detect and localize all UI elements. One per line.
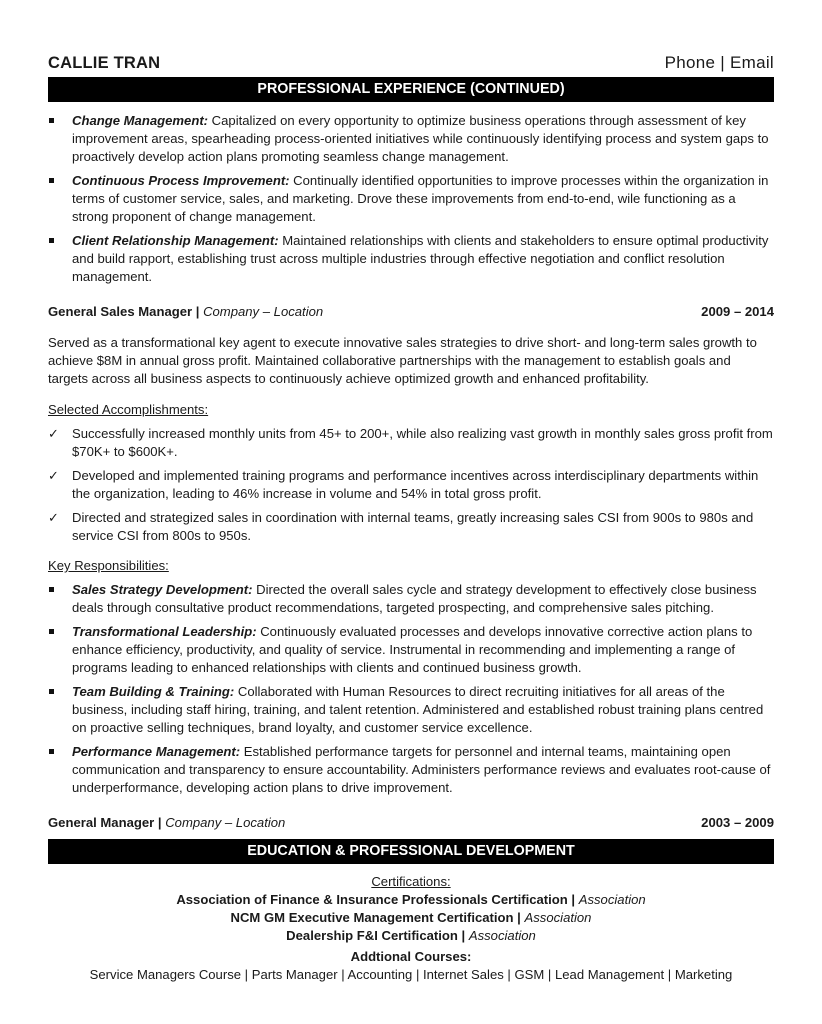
list-item (48, 683, 774, 737)
bullet-text: Continuously evaluated processes and develops innovative corrective action plans to enhance efficiency, productivity, and quality of service. Instrumental in recommending and implementing a range of programs leading to enhanced relationships with clients and continued business growth. (72, 624, 753, 675)
list-item (48, 112, 774, 166)
contact-info: Phone | Email (664, 53, 774, 72)
list-item (48, 232, 774, 286)
job-company: Company – Location (165, 815, 286, 830)
certification-org: Association (578, 892, 646, 907)
bullet-text: Maintained relationships with clients and stakeholders to ensure optimal productivity and build rapport, establishing trust across multiple industries through effective negotiation and conflict resolution management. (72, 233, 769, 284)
separator: | (567, 892, 579, 907)
education-block (48, 873, 774, 984)
bullet-title: Transformational Leadership: (72, 624, 257, 639)
certification-name: Association of Finance & Insurance Professionals Certification (176, 892, 568, 907)
bullet-title: Change Management: (72, 113, 209, 128)
list-item (48, 509, 774, 545)
bullet-text: Continually identified opportunities to improve processes within the organization in terms of customer service, sales, and marketing. Drove these improvements from end-to-end, wile functioning as a strong proponent of change management. (72, 173, 769, 224)
accomplishment-text: Developed and implemented training programs and performance incentives across interdisciplinary departments within the organization, leading to 46% increase in volume and 54% in total gross profit. (72, 468, 759, 501)
certification-org: Association (468, 928, 536, 943)
accomplishment-text: Directed and strategized sales in coordination with internal teams, greatly increasing sales CSI from 900s to 980s and service CSI from 800s to 950s. (72, 510, 754, 543)
responsibilities-label: Key Responsibilities: (48, 558, 169, 573)
experience-bullet-list (48, 112, 774, 286)
certification-org: Association (524, 910, 592, 925)
section-heading-experience: PROFESSIONAL EXPERIENCE (CONTINUED) (48, 77, 774, 102)
job-title-line (48, 814, 285, 832)
certification-name: NCM GM Executive Management Certification (230, 910, 514, 925)
resume-header (48, 46, 774, 72)
checkmark-icon: ✓ (48, 426, 59, 441)
job-summary: Served as a transformational key agent to execute innovative sales strategies to drive short- and long-term sales growth to achieve $8M in annual gross profit. Maintained collaborative partnerships with the management to establish goals and targets across all business aspects to continuously achieve optimized growth and enhanced profitability. (48, 335, 757, 386)
bullet-title: Performance Management: (72, 744, 241, 759)
certification-name: Dealership F&I Certification (286, 928, 458, 943)
candidate-name: CALLIE TRAN (48, 54, 161, 72)
section-heading-education: EDUCATION & PROFESSIONAL DEVELOPMENT (48, 839, 774, 864)
separator: | (457, 928, 469, 943)
certifications-label: Certifications: (371, 874, 451, 889)
certification-line (48, 891, 774, 909)
job-dates: 2003 – 2009 (701, 815, 774, 830)
bullet-text: Established performance targets for personnel and internal teams, maintaining open communication and transparency to ensure accountability. Administers performance reviews and evaluates root-cause of underperformance, developing action plans to drive improvement. (72, 744, 771, 795)
bullet-title: Continuous Process Improvement: (72, 173, 290, 188)
separator: | (154, 815, 166, 830)
job-heading-general-manager (48, 814, 774, 832)
list-item (48, 467, 774, 503)
separator: | (192, 304, 204, 319)
list-item (48, 581, 774, 617)
list-item (48, 743, 774, 797)
bullet-title: Client Relationship Management: (72, 233, 279, 248)
bullet-text: Collaborated with Human Resources to direct recruiting initiatives for all areas of the business, including staff hiring, training, and talent retention. Administered and established robust training plans centred on proactive selling techniques, brand loyalty, and customer service excellence. (72, 684, 764, 735)
job-dates: 2009 – 2014 (701, 304, 774, 319)
bullet-title: Team Building & Training: (72, 684, 235, 699)
accomplishments-label: Selected Accomplishments: (48, 402, 209, 417)
checkmark-icon: ✓ (48, 510, 59, 525)
list-item (48, 172, 774, 226)
checkmark-icon: ✓ (48, 468, 59, 483)
list-item (48, 623, 774, 677)
accomplishments-list (48, 425, 774, 545)
job-title-line (48, 303, 323, 321)
separator: | (513, 910, 525, 925)
certification-line (48, 927, 774, 945)
resume-page (48, 46, 774, 984)
job-title: General Manager (48, 815, 155, 830)
responsibilities-list (48, 581, 774, 797)
bullet-title: Sales Strategy Development: (72, 582, 253, 597)
courses-label: Addtional Courses: (350, 949, 472, 964)
job-company: Company – Location (203, 304, 324, 319)
courses-list: Service Managers Course | Parts Manager | Accounting | Internet Sales | GSM | Lead Management | Marketing (89, 967, 733, 982)
accomplishment-text: Successfully increased monthly units from 45+ to 200+, while also realizing vast growth in monthly sales gross profit from $70K+ to $600K+. (72, 426, 773, 459)
bullet-text: Directed the overall sales cycle and strategy development to effectively close business deals through consultative product recommendations, targeted prospecting, and comprehensive sales pitching. (72, 582, 757, 615)
job-title: General Sales Manager (48, 304, 193, 319)
list-item (48, 425, 774, 461)
bullet-text: Capitalized on every opportunity to optimize business operations through assessment of key improvement areas, spearheading process-oriented initiatives while continuously identifying process and system gaps to proactively develop action plans promoting seamless change management. (72, 113, 769, 164)
certification-line (48, 909, 774, 927)
job-heading-general-sales-manager (48, 303, 774, 321)
